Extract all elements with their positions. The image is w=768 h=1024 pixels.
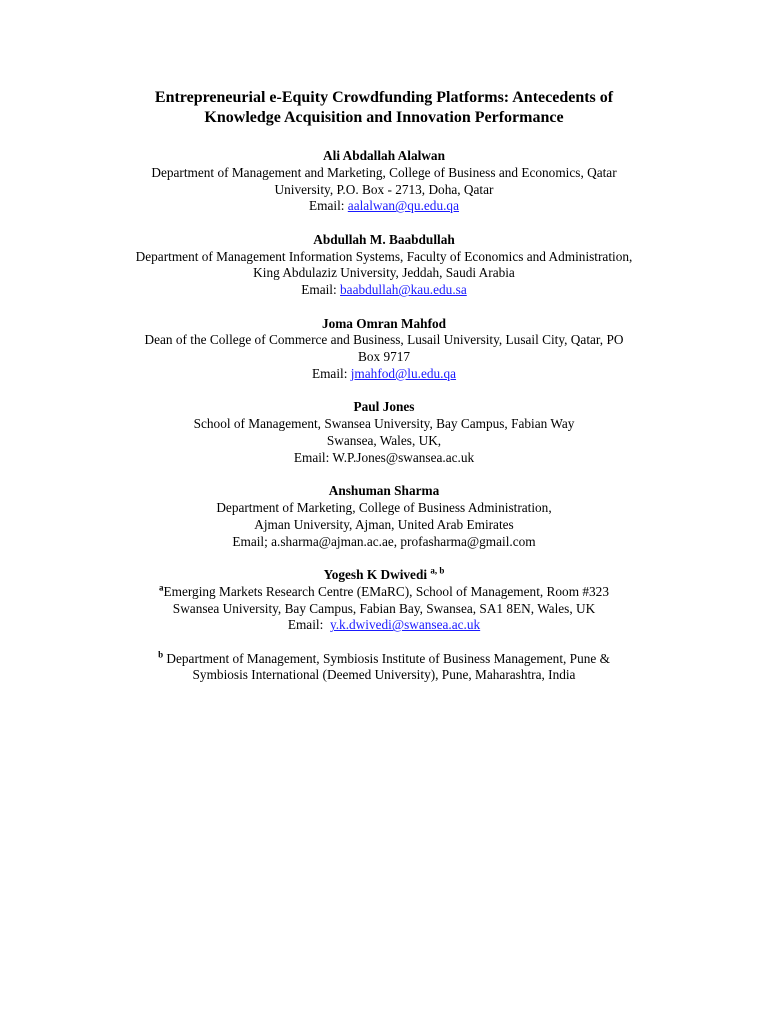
paper-title-line-1: Entrepreneurial e-Equity Crowdfunding Platforms: Antecedents of (154, 89, 614, 106)
author-block-dwivedi (60, 567, 708, 634)
author-block-jones (60, 399, 708, 466)
author-email-link[interactable]: baabdullah@kau.edu.sa (340, 282, 467, 298)
email-label: Email: (287, 617, 330, 633)
author-block-sharma (60, 483, 708, 550)
author-email-line: Email: W.P.Jones@swansea.ac.uk (293, 449, 475, 465)
paper-title-line-2: Knowledge Acquisition and Innovation Performance (204, 109, 564, 126)
author-email-line: Email; a.sharma@ajman.ac.ae, profasharma@gmail.com (232, 533, 536, 549)
author-name (324, 567, 445, 584)
author-affiliation-line (60, 584, 708, 601)
affiliation-mark-a: a (159, 582, 164, 593)
author-affiliation-line: Box 9717 (357, 349, 411, 365)
author-affiliation-line: Ajman University, Ajman, United Arab Emirates (254, 516, 514, 532)
author-email-line (60, 198, 708, 215)
author-name: Paul Jones (353, 399, 415, 415)
author-email-link[interactable]: jmahfod@lu.edu.qa (350, 365, 457, 381)
author-affiliation-marks: a, b (430, 565, 445, 576)
paper-title (60, 88, 708, 128)
author-email-link[interactable]: y.k.dwivedi@swansea.ac.uk (329, 617, 481, 633)
author-name: Joma Omran Mahfod (321, 315, 447, 331)
author-email-line (60, 617, 708, 634)
author-block-mahfod (60, 316, 708, 383)
affiliation-note-text: Department of Management, Symbiosis Institute of Business Management, Pune & (163, 650, 610, 666)
affiliation-note-b (60, 651, 708, 685)
author-affiliation-line: King Abdulaziz University, Jeddah, Saudi Arabia (253, 265, 515, 281)
author-name: Abdullah M. Baabdullah (313, 231, 455, 247)
author-affiliation-line: Swansea, Wales, UK, (326, 432, 442, 448)
author-affiliation-line: Department of Management Information Systems, Faculty of Economics and Administration, (135, 248, 633, 264)
author-affiliation-line: School of Management, Swansea University, Bay Campus, Fabian Way (193, 416, 575, 432)
author-name-text: Yogesh K Dwivedi (323, 566, 428, 582)
email-label: Email: (309, 198, 348, 214)
author-affiliation-line: University, P.O. Box - 2713, Doha, Qatar (274, 181, 494, 197)
affiliation-mark-b: b (158, 649, 164, 660)
email-label: Email: (301, 282, 341, 298)
author-affiliation-line: Department of Marketing, College of Business Administration, (216, 499, 552, 515)
affiliation-text: Emerging Markets Research Centre (EMaRC), School of Management, Room #323 (163, 583, 609, 599)
author-affiliation-line: Department of Management and Marketing, College of Business and Economics, Qatar (151, 164, 617, 180)
affiliation-note-line: Symbiosis International (Deemed University), Pune, Maharashtra, India (192, 667, 576, 683)
author-name: Anshuman Sharma (328, 483, 440, 499)
author-affiliation-line: Dean of the College of Commerce and Business, Lusail University, Lusail City, Qatar, PO (144, 332, 624, 348)
author-email-line (60, 282, 708, 299)
author-email-link[interactable]: aalalwan@qu.edu.qa (347, 198, 459, 214)
author-email-line (60, 366, 708, 383)
affiliation-note-line (60, 651, 708, 668)
paper-title-page (60, 88, 708, 684)
author-affiliation-line: Swansea University, Bay Campus, Fabian Bay, Swansea, SA1 8EN, Wales, UK (172, 600, 596, 616)
email-label: Email: (311, 365, 351, 381)
author-block-alalwan (60, 148, 708, 215)
author-name: Ali Abdallah Alalwan (323, 148, 445, 163)
author-block-baabdullah (60, 232, 708, 299)
